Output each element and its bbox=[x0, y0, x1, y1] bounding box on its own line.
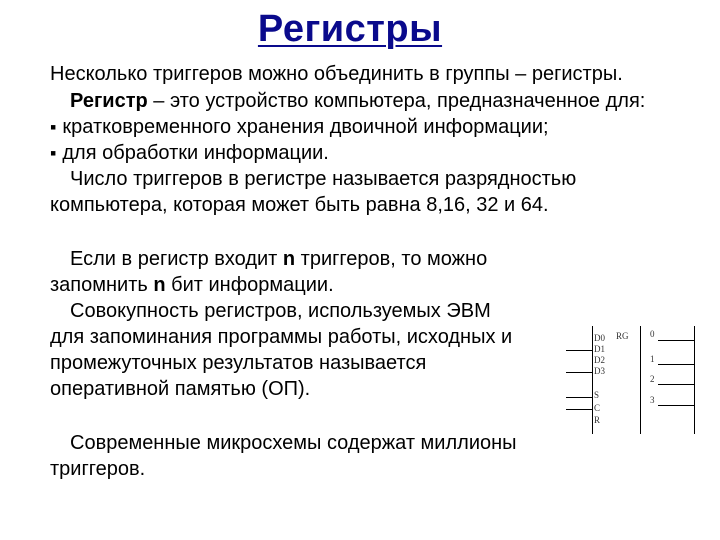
text-line: Совокупность регистров, используемых ЭВМ bbox=[70, 300, 491, 322]
diagram-input-label: S bbox=[594, 390, 600, 400]
diagram-border bbox=[694, 326, 695, 434]
variable-n: n bbox=[282, 248, 296, 270]
diagram-input-label: D0 bbox=[594, 333, 605, 343]
text-line bbox=[50, 89, 645, 113]
text-line: для запоминания программы работы, исходных и bbox=[50, 326, 513, 348]
diagram-wire bbox=[566, 409, 592, 410]
diagram-input-label: R bbox=[594, 415, 601, 425]
diagram-input-label: C bbox=[594, 403, 601, 413]
diagram-output-label: 0 bbox=[650, 329, 655, 339]
text-line: триггеров. bbox=[50, 458, 146, 480]
text-span: Если в регистр входит bbox=[70, 248, 283, 270]
text-span: бит информации. bbox=[165, 274, 334, 296]
diagram-wire bbox=[658, 405, 694, 406]
diagram-border bbox=[592, 326, 593, 434]
diagram-wire bbox=[566, 350, 592, 351]
diagram-wire bbox=[658, 364, 694, 365]
variable-n: n bbox=[153, 274, 166, 296]
diagram-wire bbox=[566, 372, 592, 373]
text-line: Современные микросхемы содержат миллионы bbox=[70, 432, 517, 454]
diagram-input-label: D3 bbox=[594, 366, 605, 376]
page-title: Регистры bbox=[257, 8, 443, 50]
bullet-item: ▪ для обработки информации. bbox=[50, 141, 329, 165]
bullet-item: ▪ кратковременного хранения двоичной информации; bbox=[50, 115, 549, 139]
term-definition: – это устройство компьютера, предназначенное для: bbox=[147, 90, 646, 112]
diagram-wire bbox=[658, 384, 694, 385]
diagram-border bbox=[640, 326, 641, 434]
term-register: Регистр bbox=[70, 90, 148, 112]
diagram-output-label: 2 bbox=[650, 374, 655, 384]
text-line: Несколько триггеров можно объединить в группы – регистры. bbox=[50, 63, 623, 85]
text-line: промежуточных результатов называется bbox=[50, 352, 427, 374]
text-line: Число триггеров в регистре называется разрядностью bbox=[70, 168, 577, 190]
diagram-wire bbox=[566, 397, 592, 398]
text-line bbox=[50, 247, 487, 271]
text-span: запомнить bbox=[50, 274, 154, 296]
diagram-output-label: 3 bbox=[650, 395, 655, 405]
diagram-output-label: 1 bbox=[650, 354, 655, 364]
diagram-wire bbox=[658, 340, 694, 341]
text-line: компьютера, которая может быть равна 8,16, 32 и 64. bbox=[50, 194, 549, 216]
text-span: триггеров, то можно bbox=[295, 248, 488, 270]
diagram-input-label: D1 bbox=[594, 344, 605, 354]
diagram-header: RG bbox=[616, 331, 629, 341]
register-diagram bbox=[562, 320, 702, 440]
diagram-input-label: D2 bbox=[594, 355, 605, 365]
text-line: оперативной памятью (ОП). bbox=[50, 378, 311, 400]
text-line bbox=[50, 273, 334, 297]
